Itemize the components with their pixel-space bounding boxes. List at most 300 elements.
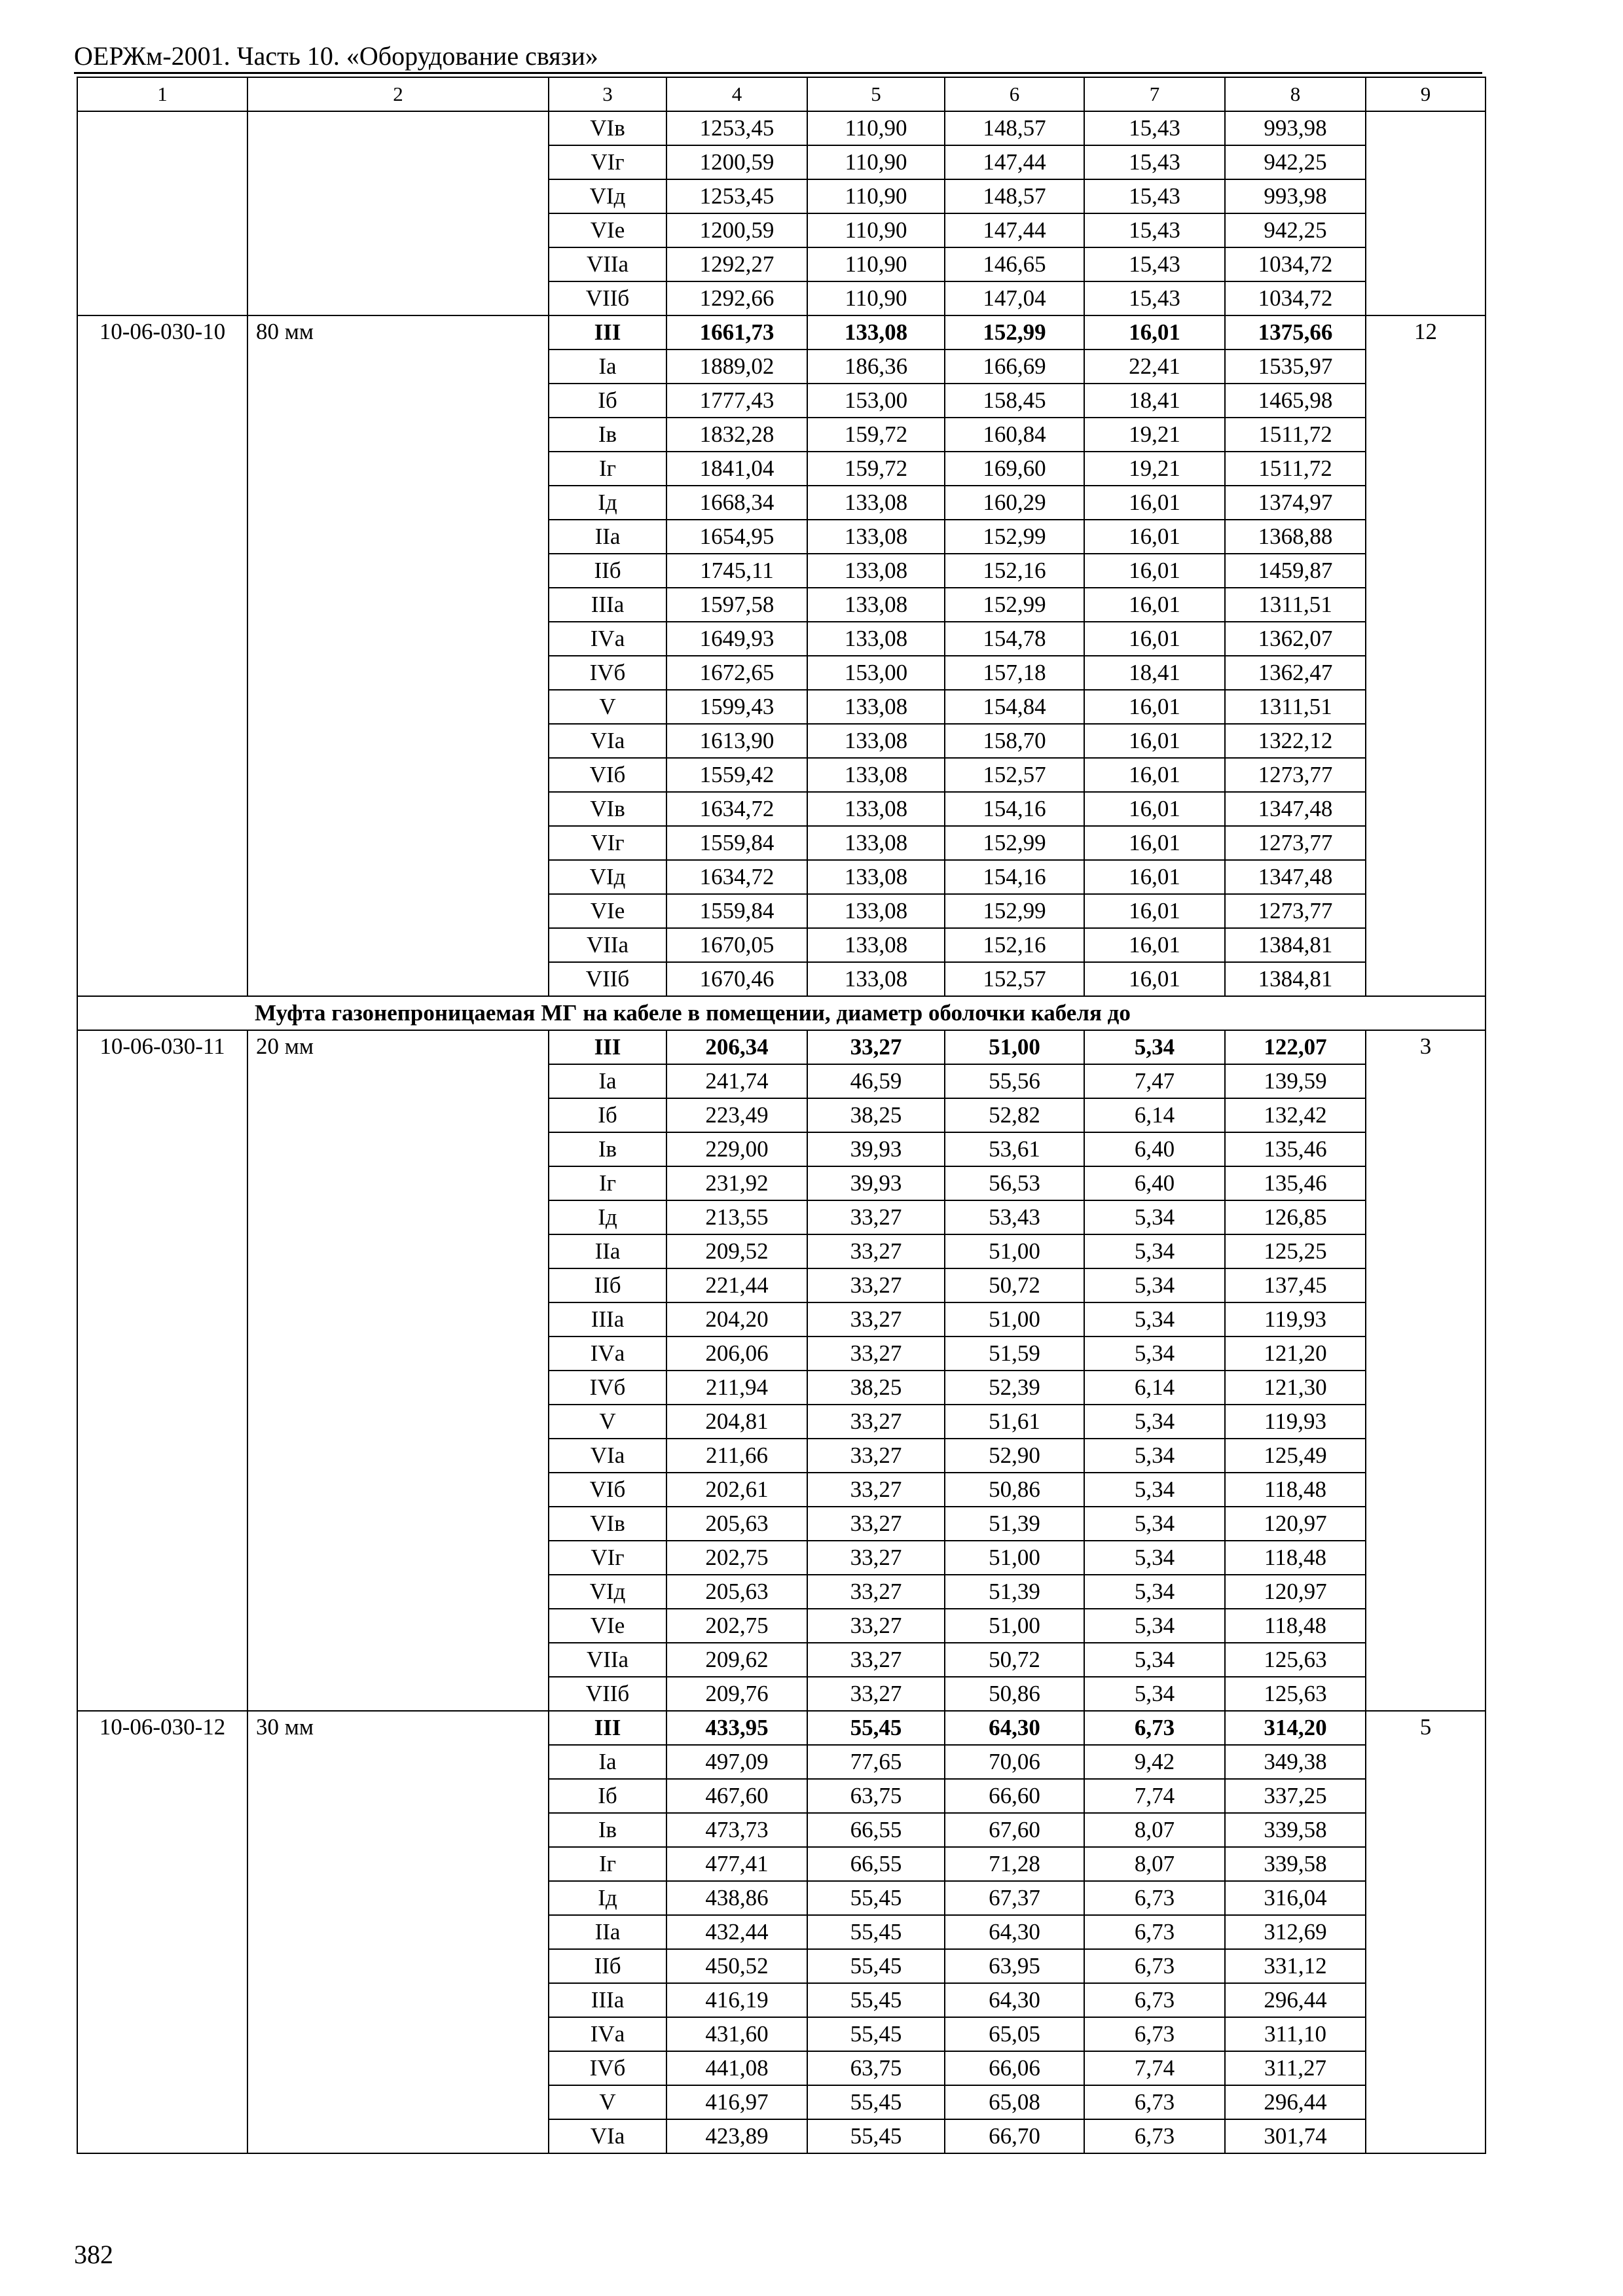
total-cost-cell: 1599,43 bbox=[666, 690, 807, 724]
machinist-wages-cell: 6,73 bbox=[1084, 1881, 1225, 1915]
machinist-wages-cell: 6,40 bbox=[1084, 1166, 1225, 1200]
total-cost-cell: 1613,90 bbox=[666, 724, 807, 758]
materials-cost-cell: 118,48 bbox=[1225, 1473, 1366, 1507]
total-cost-cell: 433,95 bbox=[666, 1711, 807, 1745]
machinist-wages-cell: 6,40 bbox=[1084, 1132, 1225, 1166]
zone-cell: V bbox=[549, 2085, 666, 2119]
machine-cost-cell: 152,99 bbox=[945, 588, 1084, 622]
machinist-wages-cell: 16,01 bbox=[1084, 690, 1225, 724]
machinist-wages-cell: 7,74 bbox=[1084, 1779, 1225, 1813]
machine-cost-cell: 51,00 bbox=[945, 1030, 1084, 1064]
machinist-wages-cell: 5,34 bbox=[1084, 1439, 1225, 1473]
total-cost-cell: 231,92 bbox=[666, 1166, 807, 1200]
materials-cost-cell: 137,45 bbox=[1225, 1268, 1366, 1302]
machine-cost-cell: 148,57 bbox=[945, 111, 1084, 145]
machinist-wages-cell: 16,01 bbox=[1084, 928, 1225, 962]
machinist-wages-cell: 5,34 bbox=[1084, 1030, 1225, 1064]
materials-cost-cell: 1362,07 bbox=[1225, 622, 1366, 656]
machine-cost-cell: 64,30 bbox=[945, 1915, 1084, 1949]
total-cost-cell: 209,62 bbox=[666, 1643, 807, 1677]
machine-cost-cell: 152,99 bbox=[945, 520, 1084, 554]
machine-cost-cell: 52,82 bbox=[945, 1098, 1084, 1132]
machine-cost-cell: 64,30 bbox=[945, 1711, 1084, 1745]
total-cost-cell: 1634,72 bbox=[666, 860, 807, 894]
zone-cell: IIб bbox=[549, 1268, 666, 1302]
wages-cell: 110,90 bbox=[807, 111, 945, 145]
machinist-wages-cell: 16,01 bbox=[1084, 486, 1225, 520]
wages-cell: 33,27 bbox=[807, 1268, 945, 1302]
total-cost-cell: 209,76 bbox=[666, 1677, 807, 1711]
wages-cell: 110,90 bbox=[807, 145, 945, 179]
materials-cost-cell: 135,46 bbox=[1225, 1166, 1366, 1200]
materials-cost-cell: 139,59 bbox=[1225, 1064, 1366, 1098]
machine-cost-cell: 147,04 bbox=[945, 281, 1084, 315]
materials-cost-cell: 121,20 bbox=[1225, 1336, 1366, 1371]
wages-cell: 133,08 bbox=[807, 724, 945, 758]
total-cost-cell: 1649,93 bbox=[666, 622, 807, 656]
total-cost-cell: 1777,43 bbox=[666, 384, 807, 418]
total-cost-cell: 432,44 bbox=[666, 1915, 807, 1949]
machinist-wages-cell: 8,07 bbox=[1084, 1813, 1225, 1847]
zone-cell: VIб bbox=[549, 1473, 666, 1507]
machinist-wages-cell: 16,01 bbox=[1084, 554, 1225, 588]
table-row bbox=[77, 315, 1486, 350]
wages-cell: 33,27 bbox=[807, 1234, 945, 1268]
materials-cost-cell: 1034,72 bbox=[1225, 247, 1366, 281]
machine-cost-cell: 67,60 bbox=[945, 1813, 1084, 1847]
materials-cost-cell: 1535,97 bbox=[1225, 350, 1366, 384]
total-cost-cell: 229,00 bbox=[666, 1132, 807, 1166]
machine-cost-cell: 158,70 bbox=[945, 724, 1084, 758]
wages-cell: 39,93 bbox=[807, 1166, 945, 1200]
wages-cell: 66,55 bbox=[807, 1847, 945, 1881]
total-cost-cell: 206,34 bbox=[666, 1030, 807, 1064]
wages-cell: 110,90 bbox=[807, 179, 945, 213]
wages-cell: 110,90 bbox=[807, 281, 945, 315]
total-cost-cell: 1670,46 bbox=[666, 962, 807, 996]
total-cost-cell: 497,09 bbox=[666, 1745, 807, 1779]
wages-cell: 33,27 bbox=[807, 1473, 945, 1507]
wages-cell: 33,27 bbox=[807, 1030, 945, 1064]
total-cost-cell: 416,19 bbox=[666, 1983, 807, 2017]
zone-cell: IIб bbox=[549, 1949, 666, 1983]
machine-cost-cell: 169,60 bbox=[945, 452, 1084, 486]
materials-cost-cell: 1311,51 bbox=[1225, 588, 1366, 622]
machine-cost-cell: 50,86 bbox=[945, 1473, 1084, 1507]
total-cost-cell: 1670,05 bbox=[666, 928, 807, 962]
machinist-wages-cell: 6,73 bbox=[1084, 1711, 1225, 1745]
machinist-wages-cell: 15,43 bbox=[1084, 213, 1225, 247]
total-cost-cell: 1597,58 bbox=[666, 588, 807, 622]
wages-cell: 159,72 bbox=[807, 452, 945, 486]
machinist-wages-cell: 5,34 bbox=[1084, 1575, 1225, 1609]
machine-cost-cell: 51,59 bbox=[945, 1336, 1084, 1371]
machine-cost-cell: 65,08 bbox=[945, 2085, 1084, 2119]
machinist-wages-cell: 16,01 bbox=[1084, 826, 1225, 860]
materials-cost-cell: 121,30 bbox=[1225, 1371, 1366, 1405]
total-cost-cell: 1292,27 bbox=[666, 247, 807, 281]
zone-cell: VIе bbox=[549, 1609, 666, 1643]
total-cost-cell: 204,20 bbox=[666, 1302, 807, 1336]
table-row bbox=[77, 1030, 1486, 1064]
column-number-cell: 4 bbox=[666, 77, 807, 111]
zone-cell: VIг bbox=[549, 145, 666, 179]
wages-cell: 38,25 bbox=[807, 1371, 945, 1405]
machinist-wages-cell: 18,41 bbox=[1084, 384, 1225, 418]
total-cost-cell: 1841,04 bbox=[666, 452, 807, 486]
machinist-wages-cell: 16,01 bbox=[1084, 315, 1225, 350]
machinist-wages-cell: 5,34 bbox=[1084, 1677, 1225, 1711]
wages-cell: 133,08 bbox=[807, 894, 945, 928]
machinist-wages-cell: 5,34 bbox=[1084, 1336, 1225, 1371]
materials-cost-cell: 1273,77 bbox=[1225, 826, 1366, 860]
machinist-wages-cell: 15,43 bbox=[1084, 111, 1225, 145]
wages-cell: 38,25 bbox=[807, 1098, 945, 1132]
materials-cost-cell: 1511,72 bbox=[1225, 418, 1366, 452]
total-cost-cell: 477,41 bbox=[666, 1847, 807, 1881]
total-cost-cell: 211,94 bbox=[666, 1371, 807, 1405]
table-row bbox=[77, 111, 1486, 145]
diameter-cell: 80 мм bbox=[247, 315, 549, 996]
machine-cost-cell: 158,45 bbox=[945, 384, 1084, 418]
wages-cell: 133,08 bbox=[807, 315, 945, 350]
materials-cost-cell: 316,04 bbox=[1225, 1881, 1366, 1915]
zone-cell: VIIа bbox=[549, 928, 666, 962]
machinist-wages-cell: 19,21 bbox=[1084, 418, 1225, 452]
wages-cell: 33,27 bbox=[807, 1575, 945, 1609]
wages-cell: 133,08 bbox=[807, 622, 945, 656]
machinist-wages-cell: 9,42 bbox=[1084, 1745, 1225, 1779]
machinist-wages-cell: 18,41 bbox=[1084, 656, 1225, 690]
machinist-wages-cell: 15,43 bbox=[1084, 145, 1225, 179]
machinist-wages-cell: 19,21 bbox=[1084, 452, 1225, 486]
section-title: Муфта газонепроницаемая МГ на кабеле в помещении, диаметр оболочки кабеля до bbox=[77, 996, 1486, 1030]
machine-cost-cell: 51,00 bbox=[945, 1541, 1084, 1575]
machinist-wages-cell: 5,34 bbox=[1084, 1507, 1225, 1541]
machine-cost-cell: 147,44 bbox=[945, 145, 1084, 179]
machine-cost-cell: 152,57 bbox=[945, 962, 1084, 996]
materials-cost-cell: 1368,88 bbox=[1225, 520, 1366, 554]
zone-cell: Iб bbox=[549, 1098, 666, 1132]
machine-cost-cell: 152,16 bbox=[945, 928, 1084, 962]
column-number-cell: 1 bbox=[77, 77, 247, 111]
machine-cost-cell: 65,05 bbox=[945, 2017, 1084, 2051]
machine-cost-cell: 63,95 bbox=[945, 1949, 1084, 1983]
total-cost-cell: 204,81 bbox=[666, 1405, 807, 1439]
machinist-wages-cell: 6,73 bbox=[1084, 2017, 1225, 2051]
total-cost-cell: 221,44 bbox=[666, 1268, 807, 1302]
zone-cell: IIа bbox=[549, 1234, 666, 1268]
materials-cost-cell: 1273,77 bbox=[1225, 758, 1366, 792]
machine-cost-cell: 146,65 bbox=[945, 247, 1084, 281]
wages-cell: 66,55 bbox=[807, 1813, 945, 1847]
machinist-wages-cell: 16,01 bbox=[1084, 962, 1225, 996]
zone-cell: VIб bbox=[549, 758, 666, 792]
machinist-wages-cell: 7,74 bbox=[1084, 2051, 1225, 2085]
wages-cell: 39,93 bbox=[807, 1132, 945, 1166]
materials-cost-cell: 296,44 bbox=[1225, 2085, 1366, 2119]
zone-cell: III bbox=[549, 1030, 666, 1064]
wages-cell: 110,90 bbox=[807, 247, 945, 281]
zone-cell: Iв bbox=[549, 1813, 666, 1847]
code-cell: 10-06-030-12 bbox=[77, 1711, 247, 2153]
zone-cell: Iг bbox=[549, 1166, 666, 1200]
zone-cell: VIIб bbox=[549, 962, 666, 996]
total-cost-cell: 1654,95 bbox=[666, 520, 807, 554]
materials-cost-cell: 120,97 bbox=[1225, 1507, 1366, 1541]
wages-cell: 63,75 bbox=[807, 1779, 945, 1813]
materials-cost-cell: 119,93 bbox=[1225, 1302, 1366, 1336]
rates-table bbox=[77, 77, 1486, 2154]
machinist-wages-cell: 7,47 bbox=[1084, 1064, 1225, 1098]
machinist-wages-cell: 16,01 bbox=[1084, 520, 1225, 554]
column-number-cell: 8 bbox=[1225, 77, 1366, 111]
wages-cell: 33,27 bbox=[807, 1643, 945, 1677]
zone-cell: IIб bbox=[549, 554, 666, 588]
materials-cost-cell: 122,07 bbox=[1225, 1030, 1366, 1064]
zone-cell: IIа bbox=[549, 520, 666, 554]
wages-cell: 33,27 bbox=[807, 1609, 945, 1643]
machine-cost-cell: 67,37 bbox=[945, 1881, 1084, 1915]
materials-cost-cell: 125,63 bbox=[1225, 1677, 1366, 1711]
total-cost-cell: 438,86 bbox=[666, 1881, 807, 1915]
total-cost-cell: 467,60 bbox=[666, 1779, 807, 1813]
total-cost-cell: 416,97 bbox=[666, 2085, 807, 2119]
total-cost-cell: 202,75 bbox=[666, 1609, 807, 1643]
page-title: ОЕРЖм-2001. Часть 10. «Оборудование связи» bbox=[74, 41, 598, 71]
zone-cell: III bbox=[549, 1711, 666, 1745]
machinist-wages-cell: 16,01 bbox=[1084, 758, 1225, 792]
zone-cell: IVб bbox=[549, 656, 666, 690]
machine-cost-cell: 52,39 bbox=[945, 1371, 1084, 1405]
machine-cost-cell: 148,57 bbox=[945, 179, 1084, 213]
total-cost-cell: 1559,84 bbox=[666, 894, 807, 928]
total-cost-cell: 1292,66 bbox=[666, 281, 807, 315]
column-number-cell: 3 bbox=[549, 77, 666, 111]
machinist-wages-cell: 5,34 bbox=[1084, 1200, 1225, 1234]
total-cost-cell: 1889,02 bbox=[666, 350, 807, 384]
table-row bbox=[77, 1711, 1486, 1745]
wages-cell: 63,75 bbox=[807, 2051, 945, 2085]
zone-cell: Iа bbox=[549, 1064, 666, 1098]
zone-cell: VIв bbox=[549, 111, 666, 145]
wages-cell: 55,45 bbox=[807, 1881, 945, 1915]
zone-cell: V bbox=[549, 1405, 666, 1439]
machinist-wages-cell: 5,34 bbox=[1084, 1405, 1225, 1439]
zone-cell: IVа bbox=[549, 622, 666, 656]
total-cost-cell: 1661,73 bbox=[666, 315, 807, 350]
machinist-wages-cell: 6,73 bbox=[1084, 1949, 1225, 1983]
machine-cost-cell: 53,61 bbox=[945, 1132, 1084, 1166]
zone-cell: Iг bbox=[549, 452, 666, 486]
diameter-cell: 20 мм bbox=[247, 1030, 549, 1711]
zone-cell: IIа bbox=[549, 1915, 666, 1949]
machinist-wages-cell: 5,34 bbox=[1084, 1643, 1225, 1677]
materials-cost-cell: 1465,98 bbox=[1225, 384, 1366, 418]
materials-cost-cell: 312,69 bbox=[1225, 1915, 1366, 1949]
wages-cell: 110,90 bbox=[807, 213, 945, 247]
column-number-cell: 2 bbox=[247, 77, 549, 111]
diameter-cell: 30 мм bbox=[247, 1711, 549, 2153]
column-number-cell: 7 bbox=[1084, 77, 1225, 111]
wages-cell: 55,45 bbox=[807, 1949, 945, 1983]
machinist-wages-cell: 5,34 bbox=[1084, 1268, 1225, 1302]
materials-cost-cell: 1347,48 bbox=[1225, 792, 1366, 826]
total-cost-cell: 431,60 bbox=[666, 2017, 807, 2051]
zone-cell: VIе bbox=[549, 894, 666, 928]
wages-cell: 186,36 bbox=[807, 350, 945, 384]
machine-cost-cell: 51,00 bbox=[945, 1609, 1084, 1643]
machinist-wages-cell: 16,01 bbox=[1084, 792, 1225, 826]
total-cost-cell: 223,49 bbox=[666, 1098, 807, 1132]
code-cell bbox=[77, 111, 247, 315]
machine-cost-cell: 147,44 bbox=[945, 213, 1084, 247]
materials-cost-cell: 1362,47 bbox=[1225, 656, 1366, 690]
materials-cost-cell: 1375,66 bbox=[1225, 315, 1366, 350]
materials-cost-cell: 311,10 bbox=[1225, 2017, 1366, 2051]
zone-cell: IVа bbox=[549, 2017, 666, 2051]
materials-cost-cell: 125,49 bbox=[1225, 1439, 1366, 1473]
wages-cell: 55,45 bbox=[807, 2085, 945, 2119]
machine-cost-cell: 70,06 bbox=[945, 1745, 1084, 1779]
machine-cost-cell: 53,43 bbox=[945, 1200, 1084, 1234]
machine-cost-cell: 55,56 bbox=[945, 1064, 1084, 1098]
materials-cost-cell: 1311,51 bbox=[1225, 690, 1366, 724]
machinist-wages-cell: 22,41 bbox=[1084, 350, 1225, 384]
materials-cost-cell: 1511,72 bbox=[1225, 452, 1366, 486]
machine-cost-cell: 51,61 bbox=[945, 1405, 1084, 1439]
wages-cell: 33,27 bbox=[807, 1302, 945, 1336]
table-body bbox=[77, 77, 1486, 2153]
wages-cell: 55,45 bbox=[807, 2119, 945, 2153]
machinist-wages-cell: 6,14 bbox=[1084, 1371, 1225, 1405]
machine-cost-cell: 66,06 bbox=[945, 2051, 1084, 2085]
machinist-wages-cell: 15,43 bbox=[1084, 179, 1225, 213]
materials-cost-cell: 339,58 bbox=[1225, 1813, 1366, 1847]
quantity-cell: 3 bbox=[1366, 1030, 1486, 1711]
total-cost-cell: 213,55 bbox=[666, 1200, 807, 1234]
zone-cell: IIIа bbox=[549, 588, 666, 622]
materials-cost-cell: 125,63 bbox=[1225, 1643, 1366, 1677]
code-cell: 10-06-030-10 bbox=[77, 315, 247, 996]
machine-cost-cell: 64,30 bbox=[945, 1983, 1084, 2017]
wages-cell: 33,27 bbox=[807, 1405, 945, 1439]
quantity-cell bbox=[1366, 111, 1486, 315]
wages-cell: 133,08 bbox=[807, 554, 945, 588]
column-number-row bbox=[77, 77, 1486, 111]
materials-cost-cell: 119,93 bbox=[1225, 1405, 1366, 1439]
materials-cost-cell: 118,48 bbox=[1225, 1541, 1366, 1575]
total-cost-cell: 1668,34 bbox=[666, 486, 807, 520]
machinist-wages-cell: 6,73 bbox=[1084, 2119, 1225, 2153]
column-number-cell: 6 bbox=[945, 77, 1084, 111]
machine-cost-cell: 152,99 bbox=[945, 826, 1084, 860]
zone-cell: VIIа bbox=[549, 1643, 666, 1677]
quantity-cell: 12 bbox=[1366, 315, 1486, 996]
zone-cell: VIд bbox=[549, 1575, 666, 1609]
materials-cost-cell: 296,44 bbox=[1225, 1983, 1366, 2017]
materials-cost-cell: 1384,81 bbox=[1225, 962, 1366, 996]
zone-cell: VIг bbox=[549, 1541, 666, 1575]
total-cost-cell: 241,74 bbox=[666, 1064, 807, 1098]
machinist-wages-cell: 5,34 bbox=[1084, 1302, 1225, 1336]
machinist-wages-cell: 5,34 bbox=[1084, 1541, 1225, 1575]
zone-cell: Iб bbox=[549, 1779, 666, 1813]
materials-cost-cell: 942,25 bbox=[1225, 145, 1366, 179]
materials-cost-cell: 1347,48 bbox=[1225, 860, 1366, 894]
zone-cell: VIд bbox=[549, 860, 666, 894]
materials-cost-cell: 349,38 bbox=[1225, 1745, 1366, 1779]
machine-cost-cell: 71,28 bbox=[945, 1847, 1084, 1881]
header-rule bbox=[74, 72, 1482, 74]
wages-cell: 46,59 bbox=[807, 1064, 945, 1098]
machinist-wages-cell: 6,73 bbox=[1084, 1915, 1225, 1949]
zone-cell: IVа bbox=[549, 1336, 666, 1371]
zone-cell: VIа bbox=[549, 2119, 666, 2153]
total-cost-cell: 423,89 bbox=[666, 2119, 807, 2153]
total-cost-cell: 1832,28 bbox=[666, 418, 807, 452]
total-cost-cell: 1745,11 bbox=[666, 554, 807, 588]
zone-cell: IVб bbox=[549, 1371, 666, 1405]
wages-cell: 133,08 bbox=[807, 792, 945, 826]
wages-cell: 133,08 bbox=[807, 486, 945, 520]
column-number-cell: 5 bbox=[807, 77, 945, 111]
wages-cell: 55,45 bbox=[807, 2017, 945, 2051]
zone-cell: VIе bbox=[549, 213, 666, 247]
wages-cell: 133,08 bbox=[807, 928, 945, 962]
total-cost-cell: 205,63 bbox=[666, 1575, 807, 1609]
wages-cell: 133,08 bbox=[807, 962, 945, 996]
materials-cost-cell: 118,48 bbox=[1225, 1609, 1366, 1643]
total-cost-cell: 450,52 bbox=[666, 1949, 807, 1983]
machinist-wages-cell: 6,73 bbox=[1084, 2085, 1225, 2119]
zone-cell: V bbox=[549, 690, 666, 724]
zone-cell: Iа bbox=[549, 1745, 666, 1779]
total-cost-cell: 1200,59 bbox=[666, 213, 807, 247]
section-row bbox=[77, 996, 1486, 1030]
machinist-wages-cell: 16,01 bbox=[1084, 894, 1225, 928]
machine-cost-cell: 56,53 bbox=[945, 1166, 1084, 1200]
materials-cost-cell: 1384,81 bbox=[1225, 928, 1366, 962]
wages-cell: 133,08 bbox=[807, 588, 945, 622]
wages-cell: 33,27 bbox=[807, 1677, 945, 1711]
zone-cell: Iг bbox=[549, 1847, 666, 1881]
machine-cost-cell: 50,72 bbox=[945, 1268, 1084, 1302]
total-cost-cell: 202,75 bbox=[666, 1541, 807, 1575]
machinist-wages-cell: 5,34 bbox=[1084, 1234, 1225, 1268]
wages-cell: 77,65 bbox=[807, 1745, 945, 1779]
zone-cell: VIа bbox=[549, 1439, 666, 1473]
materials-cost-cell: 120,97 bbox=[1225, 1575, 1366, 1609]
machine-cost-cell: 154,16 bbox=[945, 792, 1084, 826]
machinist-wages-cell: 16,01 bbox=[1084, 622, 1225, 656]
total-cost-cell: 1559,84 bbox=[666, 826, 807, 860]
materials-cost-cell: 339,58 bbox=[1225, 1847, 1366, 1881]
zone-cell: VIа bbox=[549, 724, 666, 758]
total-cost-cell: 205,63 bbox=[666, 1507, 807, 1541]
zone-cell: Iд bbox=[549, 486, 666, 520]
machine-cost-cell: 152,16 bbox=[945, 554, 1084, 588]
materials-cost-cell: 126,85 bbox=[1225, 1200, 1366, 1234]
machinist-wages-cell: 15,43 bbox=[1084, 247, 1225, 281]
machine-cost-cell: 52,90 bbox=[945, 1439, 1084, 1473]
total-cost-cell: 1200,59 bbox=[666, 145, 807, 179]
quantity-cell: 5 bbox=[1366, 1711, 1486, 2153]
machine-cost-cell: 152,57 bbox=[945, 758, 1084, 792]
wages-cell: 159,72 bbox=[807, 418, 945, 452]
machinist-wages-cell: 5,34 bbox=[1084, 1609, 1225, 1643]
materials-cost-cell: 132,42 bbox=[1225, 1098, 1366, 1132]
